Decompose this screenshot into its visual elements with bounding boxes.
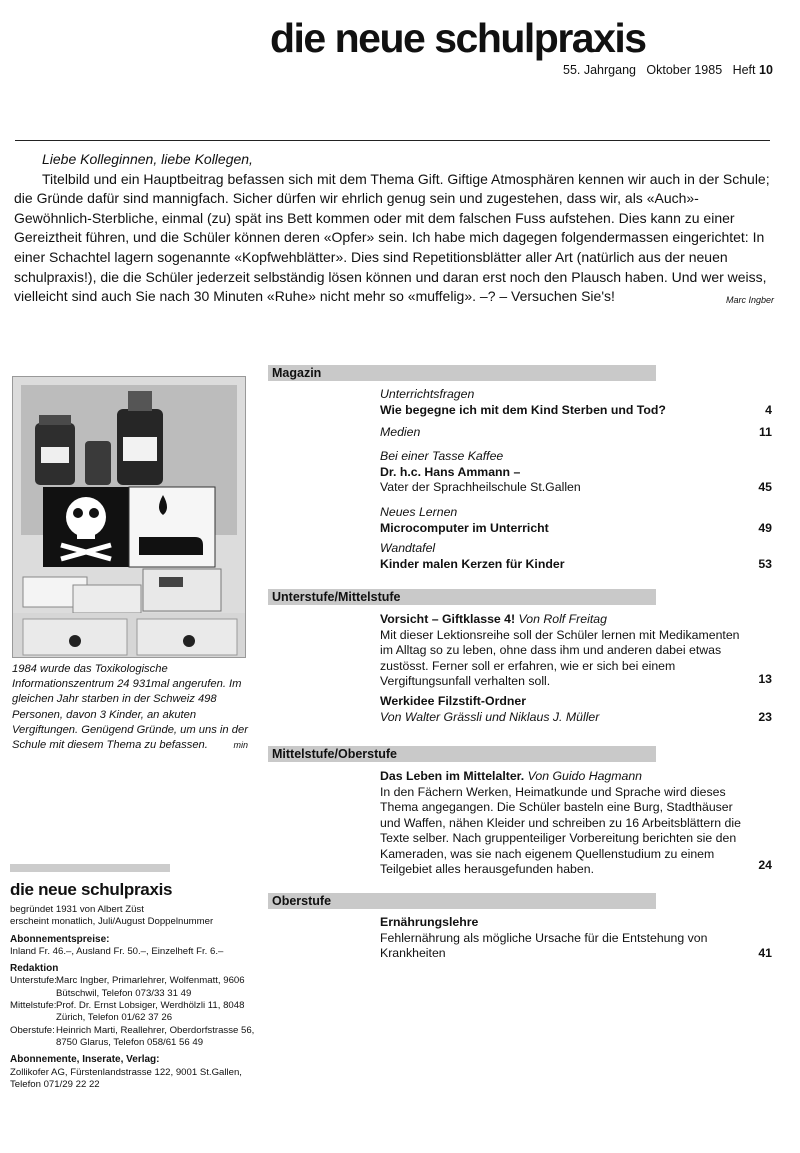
toc-oberstufe <box>380 915 772 963</box>
entry-page: 49 <box>758 521 772 535</box>
entry-page: 23 <box>758 710 772 724</box>
issue-date: Oktober 1985 <box>646 63 723 77</box>
entry-title: Microcomputer im Unterricht <box>380 520 549 535</box>
colophon-bar <box>10 864 170 872</box>
editorial-salutation: Liebe Kolleginnen, liebe Kollegen, <box>42 151 253 167</box>
editor-label: Unterstufe: <box>10 975 57 987</box>
colophon-title: die neue schulpraxis <box>10 880 173 899</box>
section-unterstufe: Unterstufe/Mittelstufe <box>268 589 656 605</box>
entry-kicker: Medien <box>380 425 421 439</box>
toc-magazin <box>380 387 772 575</box>
editor-row <box>10 1000 260 1025</box>
colophon <box>10 864 260 1091</box>
editor-label: Mittelstufe: <box>10 1000 57 1012</box>
photo-caption <box>12 662 248 753</box>
toc-entry[interactable] <box>380 387 772 421</box>
editor-row <box>10 975 260 1000</box>
colophon-prices: Inland Fr. 46.–, Ausland Fr. 50.–, Einzelheft Fr. 6.– <box>10 945 224 957</box>
editorial-text: Titelbild und ein Hauptbeitrag befassen sich mit dem Thema Gift. Giftige Atmosphären kennen wir auch in der Schule; die Gründe dafür sind mannigfach. Sicher dürfen wir ehrlich genug sein und zugestehen, dass wir, als «Auch»-Gewöhnlich-Sterbliche, einmal (zu) spät ins Bett kommen oder mit dem falschen Fuss aufstehen. Dies kann zu einer Gereiztheit führen, und die Schüler können deren «Opfer» sein. Ich habe mich dagegen folgendermassen eingerichtet: In einer Schachtel lagern sogenannte «Kopfwehblätter». Dies sind Repetitionsblätter aller Art (natürlich aus der neuen schulpraxis!), die die Schüler jederzeit selbständig lösen können und daran erst noch den Plausch haben. Und wer weiss, vielleicht sind auch Sie nach 30 Minuten «Ruhe» nicht mehr so «muffelig». –? – Versuchen Sie's! <box>14 170 770 305</box>
entry-kicker: Unterrichtsfragen <box>380 387 475 401</box>
toc-entry[interactable] <box>380 612 772 690</box>
volume: 55. Jahrgang <box>563 63 636 77</box>
masthead-title: die neue schulpraxis <box>270 15 646 61</box>
entry-title: Wie begegne ich mit dem Kind Sterben und Tod? <box>380 402 666 417</box>
toc-entry[interactable] <box>380 694 772 728</box>
entry-kicker: Wandtafel <box>380 541 436 555</box>
colophon-frequency: erscheint monatlich, Juli/August Doppelnummer <box>10 916 214 928</box>
entry-desc: Mit dieser Lektionsreihe soll der Schüler lernen mit Medikamenten im Alltag so zu leben, ohne dass ihm und anderen dabei etwas zustösst. Ferner soll er erfahren, wie er sich bei einem Vergiftungsunfall verhalten soll. <box>380 627 740 688</box>
toc-entry[interactable] <box>380 915 772 963</box>
toc-entry[interactable] <box>380 769 772 879</box>
toc-unterstufe <box>380 612 772 728</box>
editor-text: Prof. Dr. Ernst Lobsiger, Werdhölzli 11, 8048 Zürich, Telefon 01/62 37 26 <box>56 1000 245 1024</box>
colophon-redaktion-head: Redaktion <box>10 963 59 975</box>
entry-page: 13 <box>758 672 772 686</box>
entry-page: 24 <box>758 858 772 872</box>
issue-line <box>563 63 773 77</box>
section-oberstufe: Oberstufe <box>268 893 656 909</box>
editorial-body <box>14 170 774 307</box>
entry-desc: Vater der Sprachheilschule St.Gallen <box>380 480 581 494</box>
entry-page: 4 <box>765 403 772 417</box>
editorial <box>14 150 774 311</box>
editor-row <box>10 1025 260 1050</box>
entry-title: Ernährungslehre <box>380 915 479 929</box>
header-rule <box>15 140 770 141</box>
colophon-publisher-head: Abonnemente, Inserate, Verlag: <box>10 1054 160 1066</box>
entry-byline: Von Guido Hagmann <box>527 769 643 783</box>
entry-desc: In den Fächern Werken, Heimatkunde und Sprache wird dieses Thema angegangen. Die Schüler basteln eine Burg, Stadthäuser und Waffen, nähen Kleider und schreiben zu 16 Arbeitsblättern die Texte selber. Nach gruppenteiliger Vorbereitung berichten sie den Kameraden, was sie nach eigenem Quellenstudium zu einem Teilgebiet alles herausgefunden haben. <box>380 784 741 876</box>
entry-page: 11 <box>759 425 772 439</box>
poison-illustration <box>13 377 245 657</box>
section-magazin: Magazin <box>268 365 656 381</box>
toc-entry[interactable] <box>380 505 772 541</box>
entry-title: Dr. h.c. Hans Ammann – <box>380 464 521 479</box>
section-mittelstufe: Mittelstufe/Oberstufe <box>268 746 656 762</box>
colophon-prices-head: Abonnementspreise: <box>10 933 110 945</box>
editor-label: Oberstufe: <box>10 1024 55 1036</box>
toc-entry[interactable] <box>380 541 772 575</box>
toc-mittelstufe <box>380 769 772 879</box>
colophon-publisher: Zollikofer AG, Fürstenlandstrasse 122, 9001 St.Gallen, Telefon 071/29 22 22 <box>10 1066 242 1090</box>
colophon-founded: begründet 1931 von Albert Züst <box>10 904 144 915</box>
entry-title: Vorsicht – Giftklasse 4! <box>380 612 516 626</box>
toc-entry[interactable] <box>380 425 772 449</box>
entry-kicker: Bei einer Tasse Kaffee <box>380 449 504 463</box>
entry-title: Das Leben im Mittelalter. <box>380 769 525 783</box>
entry-page: 41 <box>758 946 772 960</box>
entry-kicker: Neues Lernen <box>380 505 458 519</box>
editor-text: Heinrich Marti, Reallehrer, Oberdorfstrasse 56, 8750 Glarus, Telefon 058/61 56 49 <box>56 1024 255 1048</box>
cover-photo <box>12 376 246 658</box>
caption-author: min <box>233 740 248 751</box>
heft-label: Heft <box>732 63 756 77</box>
entry-byline: Von Walter Grässli und Niklaus J. Müller <box>380 709 600 724</box>
caption-text: 1984 wurde das Toxikologische Informationszentrum 24 931mal angerufen. Im gleichen Jahr starben in der Schweiz 498 Personen, davon 3 Kinder, an akuten Vergiftungen. Genügend Gründe, um uns in der Schule mit diesem Thema zu befassen. <box>12 663 248 752</box>
entry-title: Kinder malen Kerzen für Kinder <box>380 556 565 571</box>
entry-desc: Fehlernährung als mögliche Ursache für die Entstehung von Krankheiten <box>380 930 708 960</box>
editorial-signature: Marc Ingber <box>725 295 774 306</box>
editor-text: Marc Ingber, Primarlehrer, Wolfenmatt, 9606 Bütschwil, Telefon 073/33 31 49 <box>56 975 245 999</box>
entry-page: 45 <box>758 480 772 494</box>
entry-title: Werkidee Filzstift-Ordner <box>380 694 526 708</box>
entry-page: 53 <box>758 557 772 571</box>
entry-byline: Von Rolf Freitag <box>518 612 607 626</box>
heft-number: 10 <box>759 63 773 77</box>
toc-entry[interactable] <box>380 449 772 501</box>
